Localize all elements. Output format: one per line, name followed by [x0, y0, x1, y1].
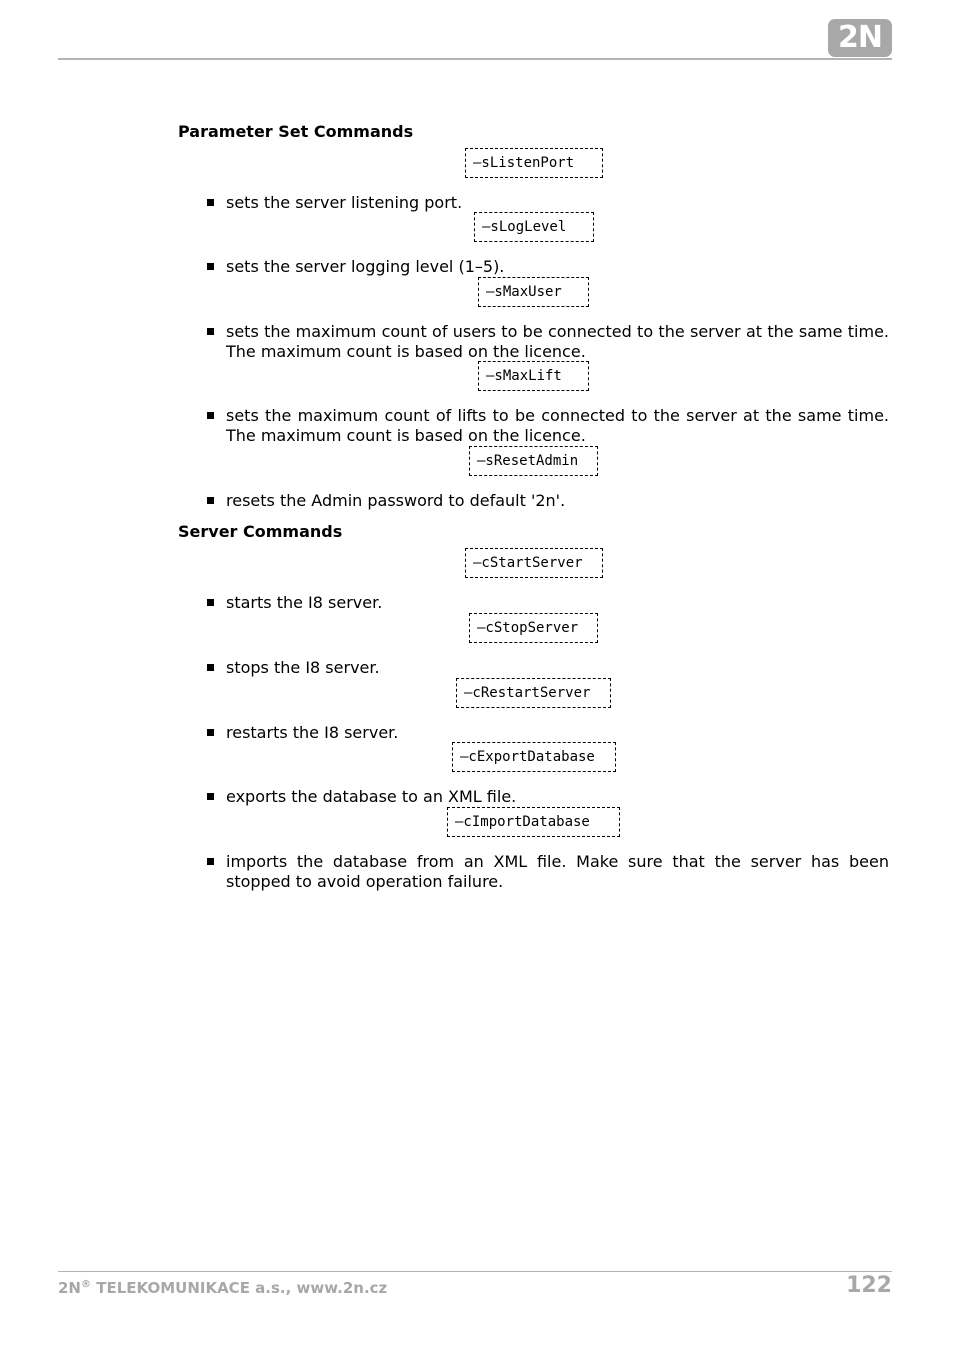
- item-description: sets the maximum count of lifts to be connected to the server at the same time. The maximum count is based on the licence.: [226, 406, 889, 445]
- footer-company: [58, 1278, 387, 1298]
- list-item: [207, 322, 889, 362]
- item-description: stops the I8 server.: [226, 658, 380, 677]
- bullet-icon: [207, 328, 214, 335]
- list-item: [207, 723, 889, 743]
- bullet-icon: [207, 858, 214, 865]
- item-description: sets the maximum count of users to be connected to the server at the same time. The maximum count is based on the licence.: [226, 322, 889, 361]
- list-item: [207, 491, 889, 511]
- server-commands-heading: Server Commands: [178, 522, 343, 541]
- logo-text: 2N: [838, 20, 882, 55]
- bullet-icon: [207, 263, 214, 270]
- item-description: exports the database to an XML file.: [226, 787, 517, 806]
- command-box: –sResetAdmin: [469, 446, 598, 476]
- bullet-icon: [207, 599, 214, 606]
- list-item: [207, 787, 889, 807]
- list-item: [207, 658, 889, 678]
- item-description: sets the server listening port.: [226, 193, 463, 212]
- item-description: starts the I8 server.: [226, 593, 383, 612]
- bullet-icon: [207, 412, 214, 419]
- list-item: [207, 593, 889, 613]
- command-box: –sMaxLift: [478, 361, 589, 391]
- command-box: –cRestartServer: [456, 678, 611, 708]
- parameter-set-commands-heading: Parameter Set Commands: [178, 122, 414, 141]
- command-box: –sLogLevel: [474, 212, 594, 242]
- list-item: [207, 193, 889, 213]
- item-description: resets the Admin password to default '2n'.: [226, 491, 566, 510]
- footer-company-rest: TELEKOMUNIKACE a.s., www.2n.cz: [91, 1279, 388, 1297]
- registered-mark: ®: [81, 1279, 91, 1290]
- bullet-icon: [207, 664, 214, 671]
- command-box: –cExportDatabase: [452, 742, 616, 772]
- list-item: [207, 406, 889, 446]
- command-box: –cImportDatabase: [447, 807, 620, 837]
- page-number: 122: [846, 1273, 892, 1298]
- item-description: sets the server logging level (1–5).: [226, 257, 505, 276]
- footer-company-prefix: 2N: [58, 1279, 81, 1297]
- command-box: –cStopServer: [469, 613, 598, 643]
- command-box: –sMaxUser: [478, 277, 589, 307]
- header-rule: [58, 58, 892, 60]
- bullet-icon: [207, 729, 214, 736]
- bullet-icon: [207, 497, 214, 504]
- item-description: restarts the I8 server.: [226, 723, 399, 742]
- command-box: –cStartServer: [465, 548, 603, 578]
- list-item: [207, 257, 889, 277]
- item-description: imports the database from an XML file. Make sure that the server has been stopped to avoid operation failure.: [226, 852, 889, 891]
- 2n-logo: [828, 19, 892, 57]
- footer-rule: [58, 1271, 892, 1272]
- bullet-icon: [207, 199, 214, 206]
- bullet-icon: [207, 793, 214, 800]
- list-item: [207, 852, 889, 892]
- command-box: –sListenPort: [465, 148, 603, 178]
